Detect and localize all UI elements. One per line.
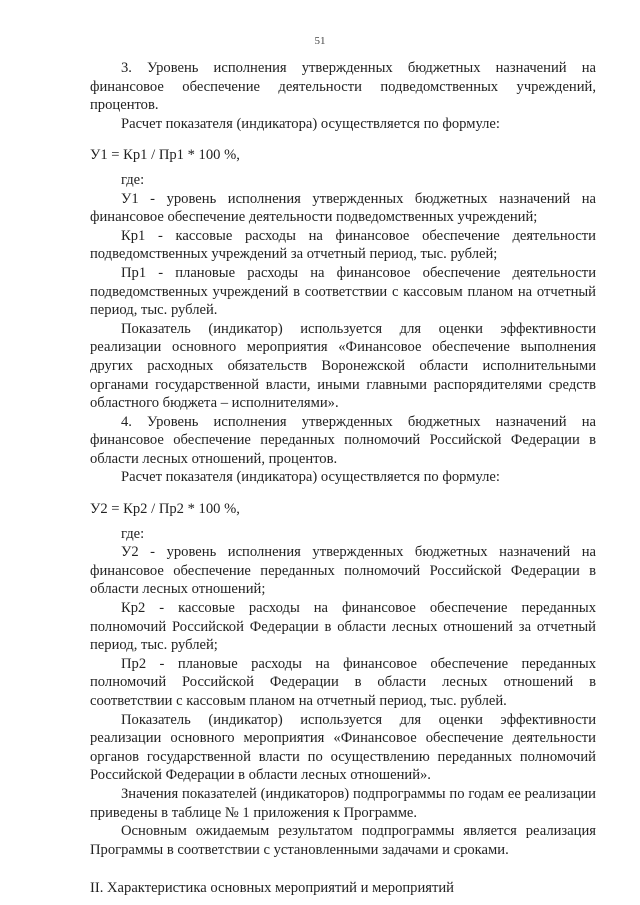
indicator-3-usage: Показатель (индикатор) используется для оценки эффективности реализации основного мероприятия «Финансовое обеспечение выполнения других расходных обязательств Воронежской области исполнительными органами государственной власти, иными главными распорядителями средств областного бюджета – исполнителями». bbox=[90, 320, 596, 412]
page-number: 51 bbox=[314, 35, 326, 47]
indicator-4-formula: У2 = Кр2 / Пр2 * 100 %, bbox=[90, 501, 240, 518]
indicator-3-def-level: У1 - уровень исполнения утвержденных бюджетных назначений на финансовое обеспечение деятельности подведомственных учреждений; bbox=[90, 190, 596, 226]
expected-result: Основным ожидаемым результатом подпрограммы является реализация Программы в соответствии с установленными задачами и сроками. bbox=[90, 823, 596, 858]
indicator-4-def-cash: Кр2 - кассовые расходы на финансовое обеспечение переданных полномочий Российской Федерации в области лесных отношений за отчетный период, тыс. рублей; bbox=[90, 600, 596, 654]
indicator-3-formula: У1 = Кр1 / Пр1 * 100 %, bbox=[90, 147, 240, 164]
values-note: Значения показателей (индикаторов) подпрограммы по годам ее реализации приведены в таблице № 1 приложения к Программе. bbox=[90, 785, 596, 821]
indicator-3-def-cash: Кр1 - кассовые расходы на финансовое обеспечение деятельности подведомственных учреждений за отчетный период, тыс. рублей; bbox=[90, 227, 596, 263]
indicator-3-title: 3. Уровень исполнения утвержденных бюджетных назначений на финансовое обеспечение деятельности подведомственных учреждений, процентов. bbox=[90, 60, 596, 114]
indicator-4-title: 4. Уровень исполнения утвержденных бюджетных назначений на финансовое обеспечение переданных полномочий Российской Федерации в области лесных отношений, процентов. bbox=[90, 413, 596, 467]
indicator-3-calc-intro: Расчет показателя (индикатора) осуществляется по формуле: bbox=[121, 115, 500, 132]
indicator-3-def-plan: Пр1 - плановые расходы на финансовое обеспечение деятельности подведомственных учреждений в соответствии с кассовым планом на отчетный период, тыс. рублей. bbox=[90, 264, 596, 319]
document-body bbox=[90, 59, 596, 898]
indicator-4-def-plan: Пр2 - плановые расходы на финансовое обеспечение переданных полномочий Российской Федерации в области лесных отношений в соответствии с кассовым планом на отчетный период, тыс. рублей. bbox=[90, 655, 596, 709]
indicator-4-calc-intro: Расчет показателя (индикатора) осуществляется по формуле: bbox=[121, 469, 500, 486]
indicator-4-where: где: bbox=[121, 525, 145, 542]
indicator-4-def-level: У2 - уровень исполнения утвержденных бюджетных назначений на финансовое обеспечение переданных полномочий Российской Федерации в области лесных отношений; bbox=[90, 544, 596, 598]
indicator-3-where: где: bbox=[121, 171, 145, 188]
section-heading: II. Характеристика основных мероприятий и мероприятий bbox=[90, 880, 454, 897]
indicator-4-usage: Показатель (индикатор) используется для оценки эффективности реализации основного мероприятия «Финансовое обеспечение деятельности органов государственной власти по осуществлению переданных полномочий Российской Федерации в области лесных отношений». bbox=[90, 711, 596, 784]
